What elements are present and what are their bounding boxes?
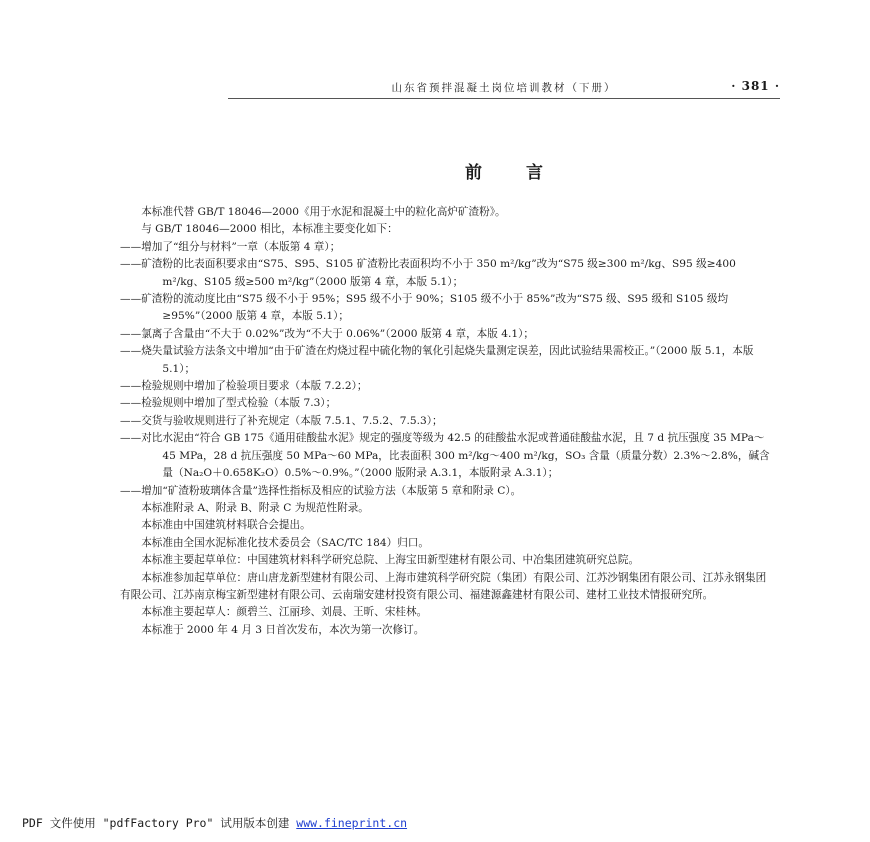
- change-item: ——氯离子含量由“不大于 0.02%”改为“不大于 0.06%”（2000 版第 4 章，本版 4.1）；: [120, 327, 534, 340]
- change-item: ——烧失量试验方法条文中增加“由于矿渣在灼烧过程中硫化物的氧化引起烧失量测定误差，因此试验结果需校正。”（2000 版 5.1，本版 5.1）；: [120, 345, 754, 375]
- change-item: ——检验规则中增加了检验项目要求（本版 7.2.2）；: [120, 380, 368, 393]
- change-item: ——增加“矿渣粉玻璃体含量”选择性指标及相应的试验方法（本版第 5 章和附录 C）。: [120, 484, 522, 497]
- paragraph: 本标准主要起草人：颜碧兰、江丽珍、刘晨、王昕、宋桂林。: [141, 606, 428, 619]
- paragraph: 本标准于 2000 年 4 月 3 日首次发布，本次为第一次修订。: [141, 623, 425, 636]
- running-title: 山东省预拌混凝土岗位培训教材（下册）: [391, 82, 617, 94]
- paragraph: 本标准参加起草单位：唐山唐龙新型建材有限公司、上海市建筑科学研究院（集团）有限公司、江苏沙钢集团有限公司、江苏永钢集团有限公司、江苏南京梅宝新型建材有限公司、云南瑞安建材投资有限公司、福建源鑫建材有限公司、建材工业技术情报研究所。: [120, 571, 767, 601]
- page-number: · 381 ·: [731, 79, 780, 93]
- change-item: ——对比水泥由“符合 GB 175《通用硅酸盐水泥》规定的强度等级为 42.5 的硅酸盐水泥或普通硅酸盐水泥，且 7 d 抗压强度 35 MPa～45 MPa，28 d 抗压强度 50 MPa～60 MPa，比表面积 300 m²/kg～400 m²/kg，SO₃ 含量（质量分数）2.3%～2.8%，碱含量（Na₂O＋0.658K₂O）0.5%～0.9%。”（2000 版附录 A.3.1，本版附录 A.3.1）；: [120, 432, 770, 480]
- paragraph: 本标准代替 GB/T 18046—2000《用于水泥和混凝土中的粒化高炉矿渣粉》。: [141, 206, 506, 218]
- change-item: ——增加了“组分与材料”一章（本版第 4 章）；: [120, 240, 341, 253]
- running-header: [228, 78, 780, 99]
- paragraph: 与 GB/T 18046—2000 相比，本标准主要变化如下：: [141, 223, 398, 236]
- pdf-watermark-footer: [22, 815, 407, 831]
- paragraph: 本标准由中国建筑材料联合会提出。: [141, 519, 311, 532]
- paragraph: 本标准主要起草单位：中国建筑材料科学研究总院、上海宝田新型建材有限公司、中冶集团建筑研究总院。: [141, 554, 640, 567]
- change-item: ——矿渣粉的比表面积要求由“S75、S95、S105 矿渣粉比表面积均不小于 350 m²/kg”改为“S75 级≥300 m²/kg、S95 级≥400 m²/kg、S105 级≥500 m²/kg”（2000 版第 4 章，本版 5.1）；: [120, 258, 736, 288]
- change-item: ——交货与验收规则进行了补充规定（本版 7.5.1、7.5.2、7.5.3）；: [120, 414, 443, 427]
- paragraph: 本标准附录 A、附录 B、附录 C 为规范性附录。: [141, 501, 369, 514]
- body-text: [120, 204, 775, 639]
- change-item: ——矿渣粉的流动度比由“S75 级不小于 95%；S95 级不小于 90%；S105 级不小于 85%”改为“S75 级、S95 级和 S105 级均≥95%”（2000 版第 4 章，本版 5.1）；: [120, 293, 729, 323]
- footer-text: PDF 文件使用 "pdfFactory Pro" 试用版本创建: [22, 816, 290, 830]
- paragraph: 本标准由全国水泥标准化技术委员会（SAC/TC 184）归口。: [141, 536, 429, 549]
- fineprint-link[interactable]: www.fineprint.cn: [296, 816, 408, 830]
- page-title: 前言: [465, 163, 587, 183]
- change-item: ——检验规则中增加了型式检验（本版 7.3）；: [120, 397, 337, 410]
